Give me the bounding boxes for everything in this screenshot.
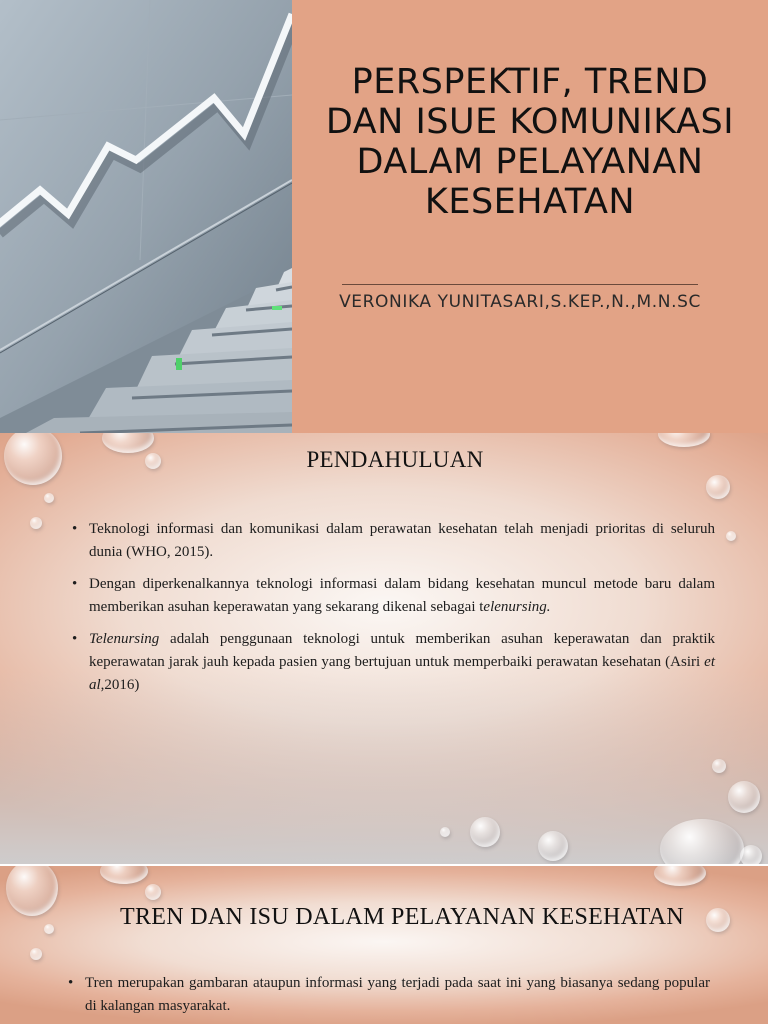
- water-droplet-decoration: [706, 475, 730, 499]
- water-droplet-decoration: [538, 831, 568, 861]
- slide-heading: PENDAHULUAN: [306, 447, 484, 472]
- bullet-item: [68, 972, 710, 1018]
- staircase-chart-photo: [0, 0, 292, 433]
- bullet-text: Teknologi informasi dan komunikasi dalam perawatan kesehatan telah menjadi prioritas di seluruh dunia (WHO, 2015).: [89, 521, 715, 560]
- slide-heading: TREN DAN ISU DALAM PELAYANAN KESEHATAN: [120, 904, 684, 930]
- water-droplet-decoration: [660, 819, 744, 866]
- bullet-text: adalah penggunaan teknologi untuk memberikan asuhan keperawatan dan praktik keperawatan jarak jauh kepada pasien yang bertujuan untuk memperbaiki perawatan kesehatan (Asiri: [89, 631, 715, 670]
- water-droplet-decoration: [654, 866, 706, 886]
- bullet-item: [72, 518, 715, 564]
- bullet-item: [72, 573, 715, 619]
- title-slide: [0, 0, 768, 433]
- bullet-text: ,2016): [100, 677, 140, 693]
- water-droplet-decoration: [726, 531, 736, 541]
- bullet-text-italic: elenursing.: [483, 599, 551, 615]
- water-droplet-decoration: [30, 517, 42, 529]
- bullet-text-italic: et al: [89, 654, 715, 693]
- water-droplet-decoration: [740, 845, 762, 866]
- bullet-list: [72, 518, 715, 706]
- slide-pendahuluan: [0, 433, 768, 866]
- bullet-text: Tren merupakan gambaran ataupun informasi yang terjadi pada saat ini yang biasanya sedang popular di kalangan masyarakat.: [85, 975, 710, 1014]
- water-droplet-decoration: [440, 827, 450, 837]
- bullet-text-italic: Telenursing: [89, 631, 160, 647]
- presentation-title: PERSPEKTIF, TREND DAN ISUE KOMUNIKASI DALAM PELAYANAN KESEHATAN: [325, 62, 735, 222]
- water-droplet-decoration: [44, 493, 54, 503]
- water-droplet-decoration: [30, 948, 42, 960]
- slide-tren-dan-isu: [0, 866, 768, 1024]
- water-droplet-decoration: [145, 884, 161, 900]
- water-droplet-decoration: [658, 433, 710, 447]
- title-divider: [342, 284, 698, 285]
- bullet-item: [72, 628, 715, 697]
- water-droplet-decoration: [712, 759, 726, 773]
- bullet-text: Dengan diperkenalkannya teknologi informasi dalam bidang kesehatan muncul metode baru dalam memberikan asuhan keperawatan yang sekarang dikenal sebagai t: [89, 576, 715, 615]
- bullet-list: [68, 972, 710, 1024]
- water-droplet-decoration: [728, 781, 760, 813]
- rising-arrow-stairs-image: [0, 0, 292, 433]
- water-droplet-decoration: [100, 866, 148, 884]
- water-droplet-decoration: [470, 817, 500, 847]
- presenter-name: VERONIKA YUNITASARI,S.KEP.,N.,M.N.SC: [339, 292, 701, 312]
